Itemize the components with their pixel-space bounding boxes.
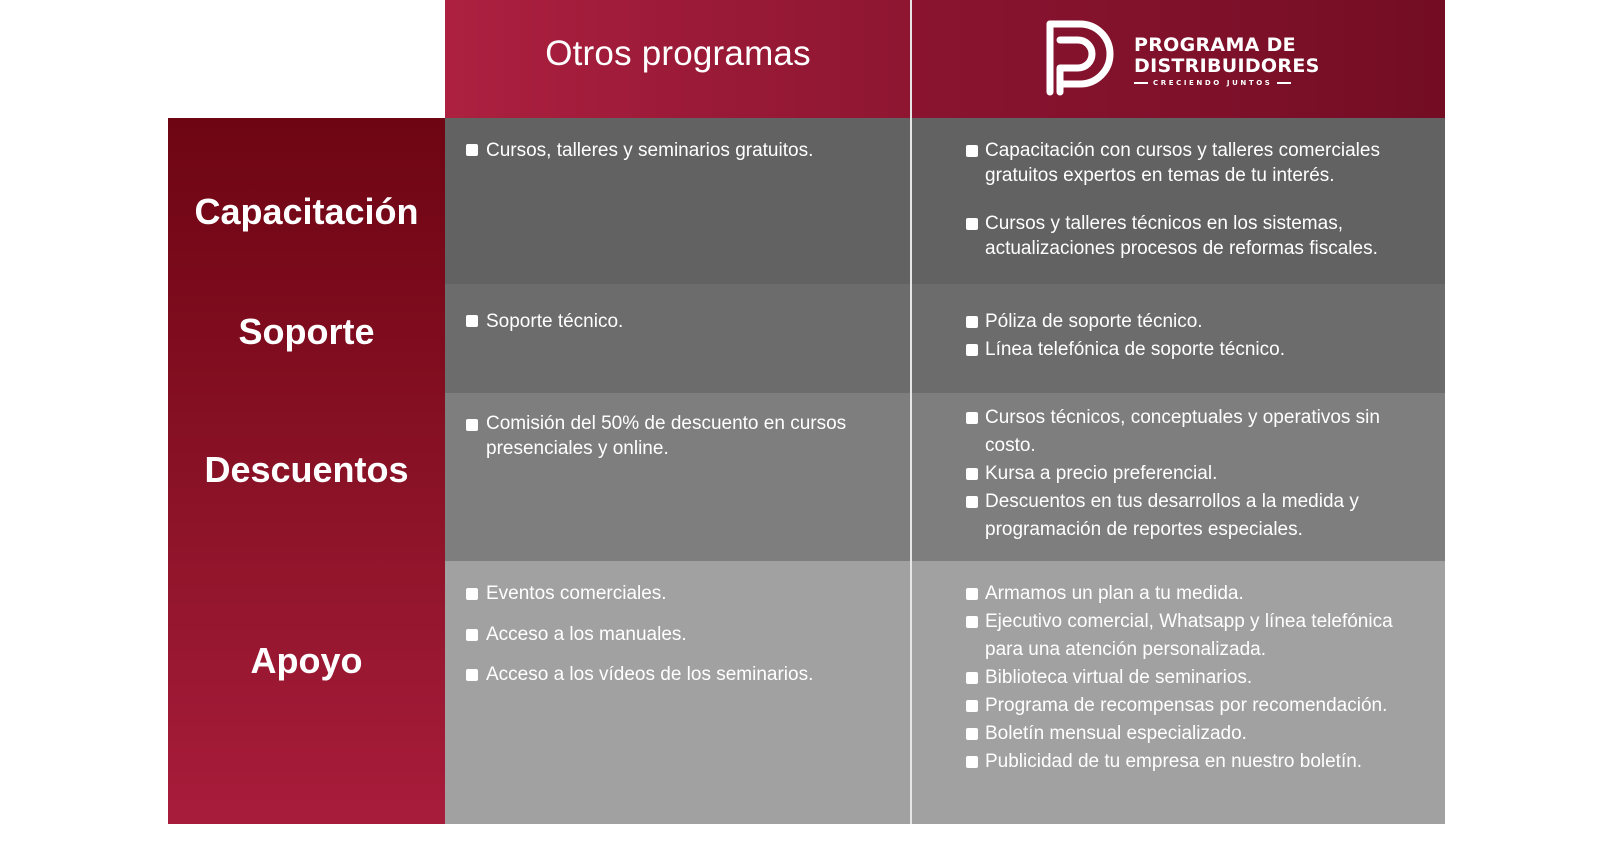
list-item-continuation: programación de reportes especiales.	[985, 519, 1303, 540]
tagline-rule-right	[1277, 82, 1291, 84]
list-item: Capacitación con cursos y talleres comerciales	[985, 140, 1380, 161]
square-bullet-icon	[966, 756, 978, 768]
square-bullet-icon	[966, 468, 978, 480]
list-item: Soporte técnico.	[486, 311, 624, 332]
square-bullet-icon	[966, 588, 978, 600]
square-bullet-icon	[466, 588, 478, 600]
square-bullet-icon	[966, 218, 978, 230]
list-item: Armamos un plan a tu medida.	[985, 583, 1244, 604]
list-item: Cursos, talleres y seminarios gratuitos.	[486, 140, 814, 161]
list-item: Publicidad de tu empresa en nuestro boletín.	[985, 751, 1363, 772]
list-item: Eventos comerciales.	[486, 583, 667, 604]
list-item-continuation: para una atención personalizada.	[985, 639, 1266, 660]
header-programa-distribuidores	[912, 0, 1445, 118]
square-bullet-icon	[966, 496, 978, 508]
category-apoyo: Apoyo	[250, 640, 363, 681]
square-bullet-icon	[466, 144, 478, 156]
category-soporte: Soporte	[238, 311, 375, 352]
list-item: Comisión del 50% de descuento en cursos	[486, 413, 847, 434]
pd-logo-icon	[1044, 18, 1122, 98]
row-soporte	[445, 284, 1445, 393]
list-item-continuation: presenciales y online.	[486, 438, 669, 459]
logo-line-1: PROGRAMA DE	[1134, 34, 1296, 56]
list-item: Programa de recompensas por recomendación.	[985, 695, 1388, 716]
list-item-continuation: actualizaciones procesos de reformas fiscales.	[985, 238, 1378, 259]
square-bullet-icon	[966, 344, 978, 356]
square-bullet-icon	[466, 315, 478, 327]
list-item: Cursos y talleres técnicos en los sistemas,	[985, 213, 1343, 234]
list-item: Póliza de soporte técnico.	[985, 311, 1203, 332]
square-bullet-icon	[966, 616, 978, 628]
category-capacitacion: Capacitación	[194, 191, 419, 232]
square-bullet-icon	[466, 629, 478, 641]
list-item: Kursa a precio preferencial.	[985, 463, 1218, 484]
square-bullet-icon	[466, 669, 478, 681]
logo-wordmark	[1134, 35, 1320, 87]
logo-tagline	[1134, 79, 1320, 87]
list-item: Boletín mensual especializado.	[985, 723, 1247, 744]
square-bullet-icon	[966, 728, 978, 740]
list-item: Biblioteca virtual de seminarios.	[985, 667, 1253, 688]
list-item: Acceso a los manuales.	[486, 624, 687, 645]
logo-tagline-text: CRECIENDO JUNTOS	[1153, 79, 1273, 87]
square-bullet-icon	[466, 419, 478, 431]
square-bullet-icon	[966, 412, 978, 424]
category-column	[168, 118, 445, 824]
logo-line-2: DISTRIBUIDORES	[1134, 55, 1320, 77]
list-item: Acceso a los vídeos de los seminarios.	[486, 664, 814, 685]
tagline-rule-left	[1134, 82, 1148, 84]
header-otros-programas	[445, 0, 911, 118]
square-bullet-icon	[966, 145, 978, 157]
square-bullet-icon	[966, 672, 978, 684]
square-bullet-icon	[966, 316, 978, 328]
square-bullet-icon	[966, 700, 978, 712]
list-item: Cursos técnicos, conceptuales y operativos sin	[985, 407, 1380, 428]
list-item: Ejecutivo comercial, Whatsapp y línea telefónica	[985, 611, 1393, 632]
category-descuentos: Descuentos	[204, 449, 409, 490]
list-item: Descuentos en tus desarrollos a la medida y	[985, 491, 1359, 512]
list-item: Línea telefónica de soporte técnico.	[985, 339, 1285, 360]
header-otros-title: Otros programas	[545, 34, 811, 73]
list-item-continuation: gratuitos expertos en temas de tu interés.	[985, 165, 1335, 186]
list-item-continuation: costo.	[985, 435, 1036, 456]
column-divider	[910, 0, 912, 824]
